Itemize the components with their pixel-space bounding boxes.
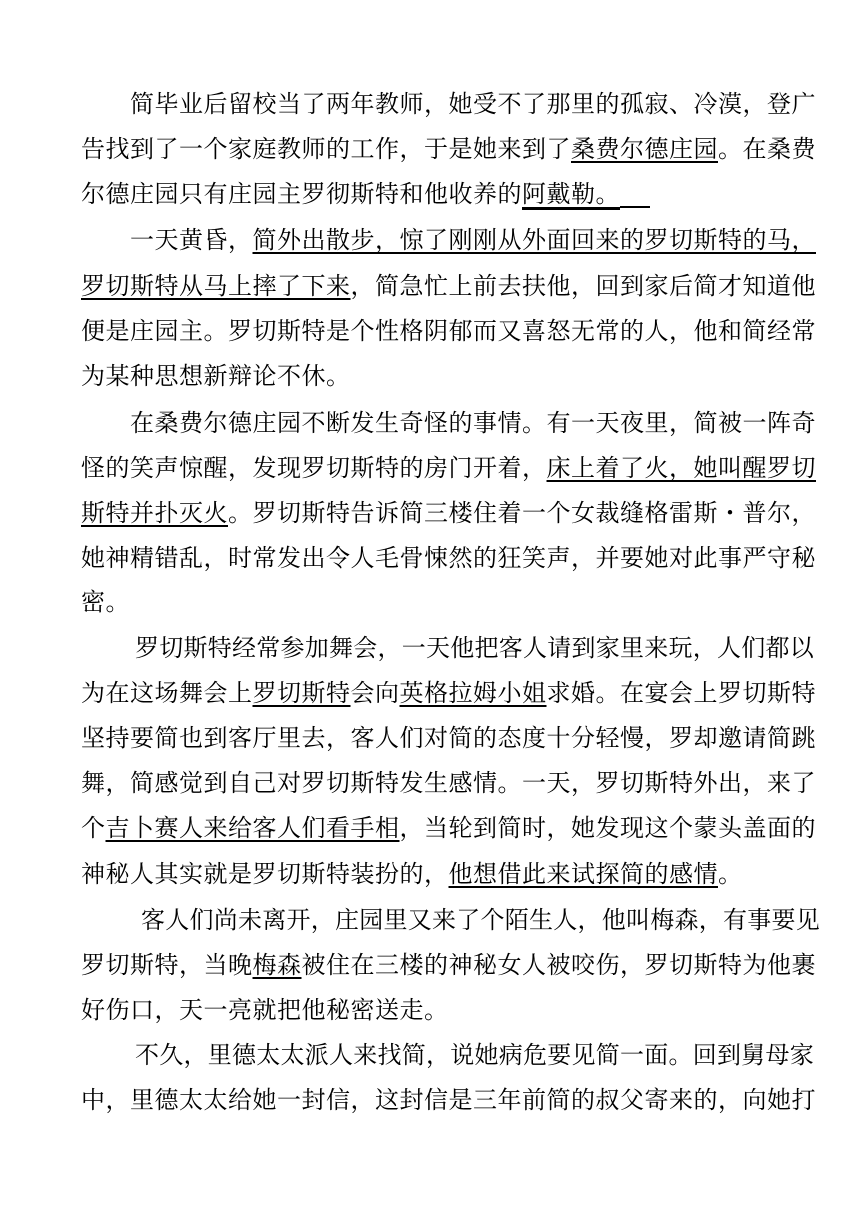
text-line [81, 947, 816, 983]
text-run: 一天黄昏， [130, 226, 253, 254]
text-run: 中，里德太太给她一封信，这封信是三年前简的叔父寄来的，向她打 [81, 1086, 816, 1114]
text-run: 个 [81, 814, 106, 842]
text-line [81, 313, 816, 349]
text-run: 不久，里德太太派人来找简，说她病危要见简一面。回到舅母家 [135, 1041, 814, 1069]
text-line [81, 540, 816, 576]
text-line [81, 450, 816, 486]
text-line [81, 856, 743, 892]
text-run: 舞，简感觉到自己对罗切斯特发生感情。一天，罗切斯特外出，来了 [81, 769, 816, 797]
text-line [130, 86, 816, 122]
text-line [81, 810, 816, 846]
text-run: 她神精错乱，时常发出令人毛骨悚然的狂笑声，并要她对此事严守秘 [81, 544, 816, 572]
underlined-phrase: 他想借此来试探简的感情 [448, 860, 718, 888]
text-line [81, 176, 650, 212]
text-line [130, 222, 816, 258]
underlined-phrase: 阿戴勒。 [522, 180, 620, 208]
text-run: 尔德庄园只有庄园主罗彻斯特和他收养的 [81, 180, 522, 208]
text-run: 神秘人其实就是罗切斯特装扮的， [81, 860, 449, 888]
text-line [81, 992, 449, 1028]
text-line [81, 584, 130, 620]
text-run: 被住在三楼的神秘女人被咬伤，罗切斯特为他裹 [301, 951, 816, 979]
text-run: 在桑费尔德庄园不断发生奇怪的事情。有一天夜里，简被一阵奇 [130, 409, 816, 437]
underlined-phrase: 梅森 [252, 951, 302, 979]
underline-extension [620, 206, 650, 208]
text-line [81, 131, 816, 167]
underlined-phrase: 罗切斯特从马上摔了下来 [81, 272, 351, 300]
text-run: 客人们尚未离开，庄园里又来了个陌生人，他叫梅森，有事要见 [141, 906, 820, 934]
underlined-phrase: 英格拉姆小姐 [399, 679, 547, 707]
text-line [81, 675, 816, 711]
underlined-phrase: 罗切斯特 [252, 679, 351, 707]
underlined-phrase: 桑费尔德庄园 [571, 135, 718, 163]
text-run: 罗切斯特，当晚 [81, 951, 253, 979]
text-run: 密。 [81, 588, 130, 616]
text-run: 为某种思想新辩论不休。 [81, 362, 351, 390]
underlined-phrase: 斯特并扑灭火 [81, 499, 228, 527]
text-run: 简毕业后留校当了两年教师，她受不了那里的孤寂、冷漠，登广 [130, 90, 816, 118]
text-line [135, 630, 814, 666]
text-line [135, 1037, 814, 1073]
text-line [81, 1082, 816, 1118]
text-line [81, 358, 351, 394]
text-run: 便是庄园主。罗切斯特是个性格阴郁而又喜怒无常的人，他和简经常 [81, 317, 816, 345]
text-run: ，简急忙上前去扶他，回到家后简才知道他 [350, 272, 816, 300]
underlined-phrase: 床上着了火，她叫醒罗切 [546, 454, 816, 482]
text-run: 会向 [350, 679, 400, 707]
text-line [130, 405, 816, 441]
text-run: 。罗切斯特告诉简三楼住着一个女裁缝格雷斯・普尔， [228, 499, 816, 527]
text-run: ，当轮到简时，她发现这个蒙头盖面的 [399, 814, 816, 842]
text-line [81, 495, 816, 531]
text-run: 好伤口，天一亮就把他秘密送走。 [81, 996, 449, 1024]
text-run: 坚持要简也到客厅里去，客人们对简的态度十分轻慢，罗却邀请简跳 [81, 724, 816, 752]
text-run: 为在这场舞会上 [81, 679, 253, 707]
underlined-phrase: 简外出散步，惊了刚刚从外面回来的罗切斯特的马， [252, 226, 816, 254]
text-run: 罗切斯特经常参加舞会，一天他把客人请到家里来玩，人们都以 [135, 634, 814, 662]
text-line [81, 720, 816, 756]
underlined-phrase: 吉卜赛人来给客人们看手相 [105, 814, 400, 842]
text-run: 怪的笑声惊醒，发现罗切斯特的房门开着， [81, 454, 547, 482]
text-run: 告找到了一个家庭教师的工作，于是她来到了 [81, 135, 571, 163]
text-line [81, 268, 816, 304]
text-line [141, 902, 820, 938]
text-run: 。在桑费 [718, 135, 816, 163]
text-run: 。 [718, 860, 743, 888]
text-run: 求婚。在宴会上罗切斯特 [546, 679, 816, 707]
text-line [81, 765, 816, 801]
